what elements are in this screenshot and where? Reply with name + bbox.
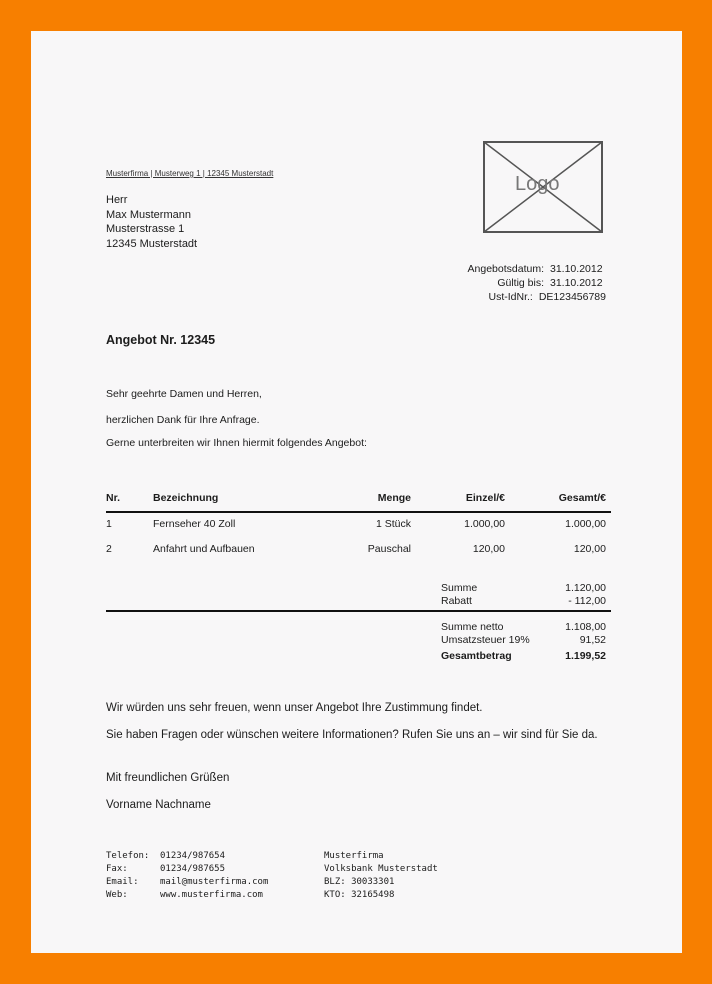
col-header-unit-price: Einzel/€ — [465, 492, 505, 504]
footer-contact-labels — [106, 850, 149, 902]
col-header-total: Gesamt/€ — [558, 492, 606, 504]
fax-label: Fax: — [106, 864, 128, 874]
row-2-unit-price: 120,00 — [472, 543, 505, 555]
closing-approval-text: Wir würden uns sehr freuen, wenn unser Angebot Ihre Zustimmung findet. — [106, 702, 483, 714]
grand-total-label: Gesamtbetrag — [441, 650, 512, 662]
sum-label: Summe — [441, 582, 478, 594]
offer-date-label: Angebotsdatum: — [467, 263, 544, 275]
net-total-label: Summe netto — [441, 621, 504, 633]
bank-code: BLZ: 30033301 — [324, 877, 395, 887]
recipient-street: Musterstrasse 1 — [106, 223, 185, 235]
recipient-city: 12345 Musterstadt — [106, 237, 198, 250]
discount-value: - 112,00 — [568, 595, 606, 607]
signature-name: Vorname Nachname — [106, 799, 211, 811]
regards-text: Mit freundlichen Grüßen — [106, 772, 230, 784]
thanks-text: herzlichen Dank für Ihre Anfrage. — [106, 414, 260, 426]
valid-until-label: Gültig bis: — [497, 277, 544, 289]
bank-name: Volksbank Musterstadt — [324, 864, 438, 874]
row-1-total: 1.000,00 — [565, 518, 606, 530]
row-2-nr: 2 — [106, 543, 112, 555]
row-1-unit-price: 1.000,00 — [464, 518, 505, 530]
offer-date-value: 31.10.2012 — [550, 263, 603, 275]
account-number: KTO: 32165498 — [324, 890, 395, 900]
fax-value: 01234/987655 — [160, 864, 226, 874]
vat-value: 91,52 — [579, 634, 606, 646]
offer-intro-text: Gerne unterbreiten wir Ihnen hiermit folgendes Angebot: — [106, 437, 367, 449]
subtotal-divider — [106, 610, 611, 612]
net-total-value: 1.108,00 — [565, 621, 606, 633]
recipient-salutation: Herr — [106, 194, 128, 206]
web-label: Web: — [106, 890, 128, 900]
col-header-quantity: Menge — [377, 492, 411, 504]
row-1-quantity: 1 Stück — [375, 518, 411, 530]
phone-value: 01234/987654 — [160, 851, 226, 861]
grand-total-value: 1.199,52 — [565, 650, 606, 662]
row-2-description: Anfahrt und Aufbauen — [153, 543, 255, 555]
row-1-nr: 1 — [106, 518, 112, 530]
footer-bank-info — [324, 850, 438, 902]
company-name: Musterfirma — [324, 851, 384, 861]
row-1-description: Fernseher 40 Zoll — [153, 518, 236, 530]
recipient-name: Max Mustermann — [106, 208, 191, 221]
discount-label: Rabatt — [441, 595, 472, 607]
col-header-nr: Nr. — [106, 492, 121, 504]
row-2-quantity: Pauschal — [367, 543, 411, 555]
email-value[interactable]: mail@musterfirma.com — [160, 877, 269, 887]
sender-address-line: Musterfirma | Musterweg 1 | 12345 Musterstadt — [106, 169, 274, 178]
offer-meta — [468, 262, 606, 304]
phone-label: Telefon: — [106, 851, 150, 861]
logo-placeholder — [483, 141, 603, 233]
closing-contact-text: Sie haben Fragen oder wünschen weitere Informationen? Rufen Sie uns an – wir sind für Sie da. — [106, 729, 598, 741]
web-value[interactable]: www.musterfirma.com — [160, 890, 263, 900]
offer-title: Angebot Nr. 12345 — [106, 333, 216, 347]
sum-value: 1.120,00 — [565, 582, 606, 594]
valid-until-value: 31.10.2012 — [550, 277, 603, 289]
vat-id-label: Ust-IdNr.: — [488, 291, 533, 303]
table-header-divider — [106, 511, 611, 513]
email-label: Email: — [106, 877, 139, 887]
col-header-description: Bezeichnung — [153, 492, 219, 504]
vat-id-value: DE123456789 — [538, 291, 606, 303]
row-2-total: 120,00 — [573, 543, 606, 555]
vat-label: Umsatzsteuer 19% — [441, 634, 530, 646]
recipient-address — [106, 193, 197, 251]
logo-text: Logo — [515, 173, 560, 195]
greeting-text: Sehr geehrte Damen und Herren, — [106, 388, 262, 400]
footer-contact-values — [160, 850, 268, 902]
offer-document — [31, 31, 682, 953]
